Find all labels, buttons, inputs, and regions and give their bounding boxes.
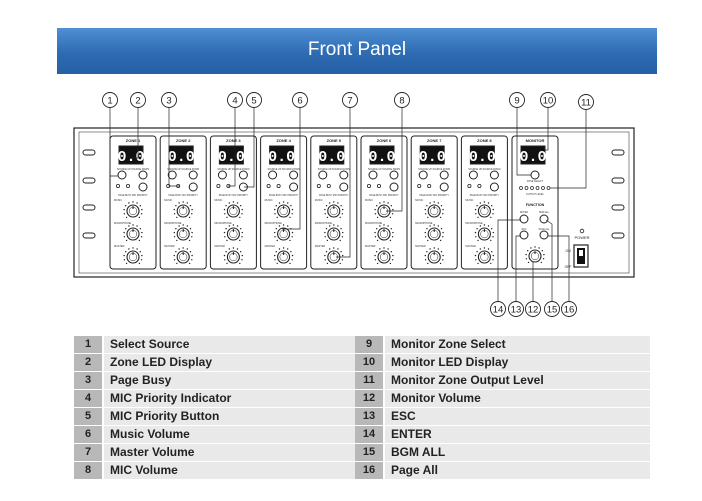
indicator-label: PAGE BUSY MIC PRIORITY (218, 195, 249, 197)
knob-label: MUSIC (365, 199, 374, 202)
legend-label: BGM ALL (385, 444, 650, 461)
svg-text:11: 11 (581, 97, 591, 109)
knob-label: MASTER (465, 245, 476, 248)
legend-row (355, 444, 650, 461)
legend-number: 13 (355, 408, 383, 425)
mic-priority-button[interactable] (440, 183, 448, 191)
knob-label: MASTER (214, 245, 225, 248)
callout-marker (510, 93, 525, 108)
svg-text:0.0: 0.0 (519, 149, 547, 166)
led-display (469, 146, 496, 166)
legend-row (74, 336, 369, 353)
callout-marker (509, 302, 524, 317)
svg-text:4: 4 (232, 95, 238, 107)
page-title: Front Panel (307, 39, 407, 60)
legend-number: 11 (355, 372, 383, 389)
source-down-button[interactable] (440, 171, 448, 179)
zone-label: ZONE 7 (426, 138, 442, 143)
legend-number: 6 (74, 426, 102, 443)
svg-text:14: 14 (492, 304, 504, 316)
source-down-button[interactable] (239, 171, 247, 179)
source-down-button[interactable] (390, 171, 398, 179)
legend-label: Monitor LED Display (385, 354, 650, 371)
knob-label: MASTER (415, 245, 426, 248)
legend-number: 3 (74, 372, 102, 389)
enter-button[interactable] (520, 215, 528, 223)
led-display (268, 146, 295, 166)
mic-priority-button[interactable] (340, 183, 348, 191)
svg-text:15: 15 (546, 304, 558, 316)
zone-module (411, 136, 457, 269)
legend-number: 1 (74, 336, 102, 353)
legend-number: 9 (355, 336, 383, 353)
source-up-button[interactable] (319, 171, 327, 179)
legend-row (74, 354, 369, 371)
page-busy-led (418, 184, 421, 187)
power-switch[interactable] (574, 245, 588, 267)
callout-marker (162, 93, 177, 108)
monitor-zone-select-button[interactable] (531, 171, 539, 179)
legend-row (74, 444, 369, 461)
mic-priority-led (277, 184, 280, 187)
led-display (419, 146, 446, 166)
legend-label: Monitor Zone Select (385, 336, 650, 353)
zone-label: ZONE 2 (175, 138, 191, 143)
knob-label: MUSIC (415, 199, 424, 202)
zone-label: ZONE 8 (477, 138, 492, 143)
legend-number: 15 (355, 444, 383, 461)
svg-text:0.0: 0.0 (167, 149, 195, 166)
indicator-label: PAGE BUSY MIC PRIORITY (319, 195, 349, 197)
source-up-button[interactable] (419, 171, 427, 179)
source-buttons-label: SOURCE UP SOURCE DOWN (468, 169, 501, 171)
source-buttons-label: SOURCE UP SOURCE DOWN (117, 169, 149, 171)
knob-label: MASTER (365, 245, 376, 248)
knob-label: MICROPHONE (114, 222, 132, 225)
knob-label: MUSIC (314, 199, 323, 202)
source-buttons-label: SOURCE UP SOURCE DOWN (267, 169, 300, 171)
legend-number: 14 (355, 426, 383, 443)
knob-label: MICROPHONE (264, 222, 282, 225)
source-buttons-label: SOURCE UP SOURCE DOWN (217, 169, 250, 171)
legend-number: 4 (74, 390, 102, 407)
page-all-button[interactable] (540, 231, 548, 239)
callout-marker (541, 93, 556, 108)
output-level-led (531, 187, 534, 190)
svg-text:12: 12 (527, 304, 539, 316)
knob-label: MUSIC (114, 199, 123, 202)
output-level-led (542, 187, 545, 190)
led-display (168, 146, 195, 166)
legend-row (74, 426, 369, 443)
led-display (368, 146, 395, 166)
power-led (580, 229, 584, 233)
knob-label: MASTER (314, 245, 326, 248)
callout-marker (545, 302, 560, 317)
callout-marker (228, 93, 243, 108)
legend-label: Zone LED Display (104, 354, 369, 371)
source-up-button[interactable] (269, 171, 277, 179)
callout-marker (247, 93, 262, 108)
svg-text:13: 13 (510, 304, 522, 316)
legend-row (355, 426, 650, 443)
led-display (218, 146, 245, 166)
callout-marker (526, 302, 541, 317)
led-display (519, 146, 546, 166)
legend-row (74, 390, 369, 407)
knob-label: MICROPHONE (164, 222, 182, 225)
svg-text:8: 8 (399, 95, 405, 107)
legend-number: 10 (355, 354, 383, 371)
indicator-label: PAGE BUSY MIC PRIORITY (369, 195, 399, 197)
source-down-button[interactable] (189, 171, 197, 179)
indicator-label: PAGE BUSY MIC PRIORITY (469, 195, 500, 197)
output-level-label: OUTPUT LEVEL (526, 193, 544, 196)
legend-label: MIC Priority Indicator (104, 390, 369, 407)
callout-marker (343, 93, 358, 108)
function-label: FUNCTION (525, 203, 545, 207)
mic-priority-button[interactable] (189, 183, 197, 191)
page-all-label: PAGE ALL (538, 229, 550, 231)
knob-label: MICROPHONE (314, 222, 333, 225)
legend-row (355, 354, 650, 371)
svg-text:0.0: 0.0 (117, 149, 145, 166)
callout-marker (131, 93, 146, 108)
svg-text:10: 10 (542, 95, 554, 107)
source-buttons-label: SOURCE UP SOURCE DOWN (368, 169, 400, 171)
svg-text:0.0: 0.0 (217, 149, 245, 166)
legend-row (74, 408, 369, 425)
legend-number: 8 (74, 462, 102, 479)
callout-marker (395, 93, 410, 108)
bgm-all-button[interactable] (540, 215, 548, 223)
zone-label: ZONE 5 (326, 138, 342, 143)
esc-button[interactable] (520, 231, 528, 239)
legend-row (355, 336, 650, 353)
output-level-led (536, 187, 539, 190)
mic-priority-button[interactable] (490, 183, 498, 191)
knob-label: MICROPHONE (214, 222, 232, 225)
source-up-button[interactable] (168, 171, 176, 179)
output-level-led (520, 187, 523, 190)
source-down-button[interactable] (139, 171, 147, 179)
power-label: POWER (574, 235, 590, 240)
indicator-label: PAGE BUSY MIC PRIORITY (118, 195, 148, 197)
zone-select-label: ZONE SELECT (527, 181, 543, 183)
knob-label: MASTER (264, 245, 276, 248)
zone-module (110, 136, 156, 269)
zone-module (361, 136, 407, 269)
knob-label: MUSIC (465, 199, 474, 202)
legend-number: 7 (74, 444, 102, 461)
indicator-label: PAGE BUSY MIC PRIORITY (268, 195, 299, 197)
zone-module (160, 136, 206, 269)
legend-row (355, 462, 650, 479)
knob-label: MICROPHONE (415, 222, 433, 225)
legend-number: 12 (355, 390, 383, 407)
svg-text:2: 2 (135, 95, 141, 107)
source-up-button[interactable] (369, 171, 377, 179)
knob-label: MASTER (164, 245, 175, 248)
mic-priority-led (478, 184, 481, 187)
svg-text:3: 3 (166, 95, 172, 107)
mic-priority-button[interactable] (139, 183, 147, 191)
legend-label: Monitor Volume (385, 390, 650, 407)
monitor-label: MONITOR (525, 138, 545, 143)
svg-text:0.0: 0.0 (418, 149, 446, 166)
legend-number: 2 (74, 354, 102, 371)
legend-row (355, 390, 650, 407)
legend-row (74, 462, 369, 479)
on-label: ON (565, 249, 571, 253)
page-busy-led (367, 184, 370, 187)
indicator-label: PAGE BUSY MIC PRIORITY (168, 195, 198, 197)
mic-priority-led (428, 184, 431, 187)
zone-module (210, 136, 256, 269)
source-buttons-label: SOURCE UP SOURCE DOWN (317, 169, 350, 171)
legend-number: 16 (355, 462, 383, 479)
knob-label: MUSIC (164, 199, 173, 202)
page-busy-led (317, 184, 320, 187)
svg-text:0.0: 0.0 (468, 149, 496, 166)
source-buttons-label: SOURCE UP SOURCE DOWN (167, 169, 200, 171)
svg-text:0.0: 0.0 (268, 149, 296, 166)
zone-label: ZONE 3 (226, 138, 241, 143)
led-display (318, 146, 345, 166)
bgm-all-label: BGM ALL (539, 212, 549, 214)
svg-text:6: 6 (297, 95, 303, 107)
off-label: OFF (564, 265, 572, 269)
source-up-button[interactable] (469, 171, 477, 179)
mic-priority-led (126, 184, 129, 187)
legend-label: Page All (385, 462, 650, 479)
knob-label: MUSIC (214, 199, 223, 202)
svg-text:9: 9 (514, 95, 520, 107)
zone-label: ZONE 1 (125, 138, 141, 143)
output-level-led (547, 187, 550, 190)
esc-label: ESC (521, 229, 527, 231)
legend-row (355, 372, 650, 389)
legend-label: MIC Volume (104, 462, 369, 479)
knob-label: MUSIC (264, 199, 273, 202)
legend-number: 5 (74, 408, 102, 425)
source-up-button[interactable] (218, 171, 226, 179)
zone-module (461, 136, 507, 269)
svg-text:7: 7 (347, 95, 353, 107)
mic-priority-button[interactable] (390, 183, 398, 191)
legend-label: Master Volume (104, 444, 369, 461)
source-down-button[interactable] (340, 171, 348, 179)
page-busy-led (468, 184, 471, 187)
source-down-button[interactable] (290, 171, 298, 179)
callout-marker (579, 95, 594, 110)
callout-marker (103, 93, 118, 108)
legend-left (74, 336, 369, 480)
svg-text:0.0: 0.0 (318, 149, 346, 166)
legend-label: Page Busy (104, 372, 369, 389)
svg-text:16: 16 (563, 304, 575, 316)
svg-text:1: 1 (107, 95, 113, 107)
mic-priority-button[interactable] (290, 183, 298, 191)
knob-label: MASTER (114, 245, 125, 248)
page-busy-led (116, 184, 119, 187)
page-busy-led (267, 184, 270, 187)
page-busy-led (217, 184, 220, 187)
output-level-led (525, 187, 528, 190)
svg-text:0.0: 0.0 (368, 149, 396, 166)
zone-label: ZONE 4 (276, 138, 291, 143)
svg-text:5: 5 (251, 95, 257, 107)
legend-label: Monitor Zone Output Level (385, 372, 650, 389)
callout-marker (562, 302, 577, 317)
callout-marker (491, 302, 506, 317)
knob-label: MICROPHONE (365, 222, 383, 225)
legend-label: ESC (385, 408, 650, 425)
enter-label: ENTER (520, 212, 528, 214)
led-display (117, 146, 144, 166)
callout-marker (293, 93, 308, 108)
indicator-label: PAGE BUSY MIC PRIORITY (419, 195, 449, 197)
mic-priority-led (377, 184, 380, 187)
legend-label: Music Volume (104, 426, 369, 443)
legend-row (355, 408, 650, 425)
legend-label: ENTER (385, 426, 650, 443)
zone-label: ZONE 6 (376, 138, 392, 143)
mic-priority-led (327, 184, 330, 187)
legend-label: Select Source (104, 336, 369, 353)
knob-label: MICROPHONE (465, 222, 483, 225)
source-down-button[interactable] (490, 171, 498, 179)
legend-row (74, 372, 369, 389)
legend-label: MIC Priority Button (104, 408, 369, 425)
legend-right (355, 336, 650, 480)
source-up-button[interactable] (118, 171, 126, 179)
source-buttons-label: SOURCE UP SOURCE DOWN (418, 169, 451, 171)
